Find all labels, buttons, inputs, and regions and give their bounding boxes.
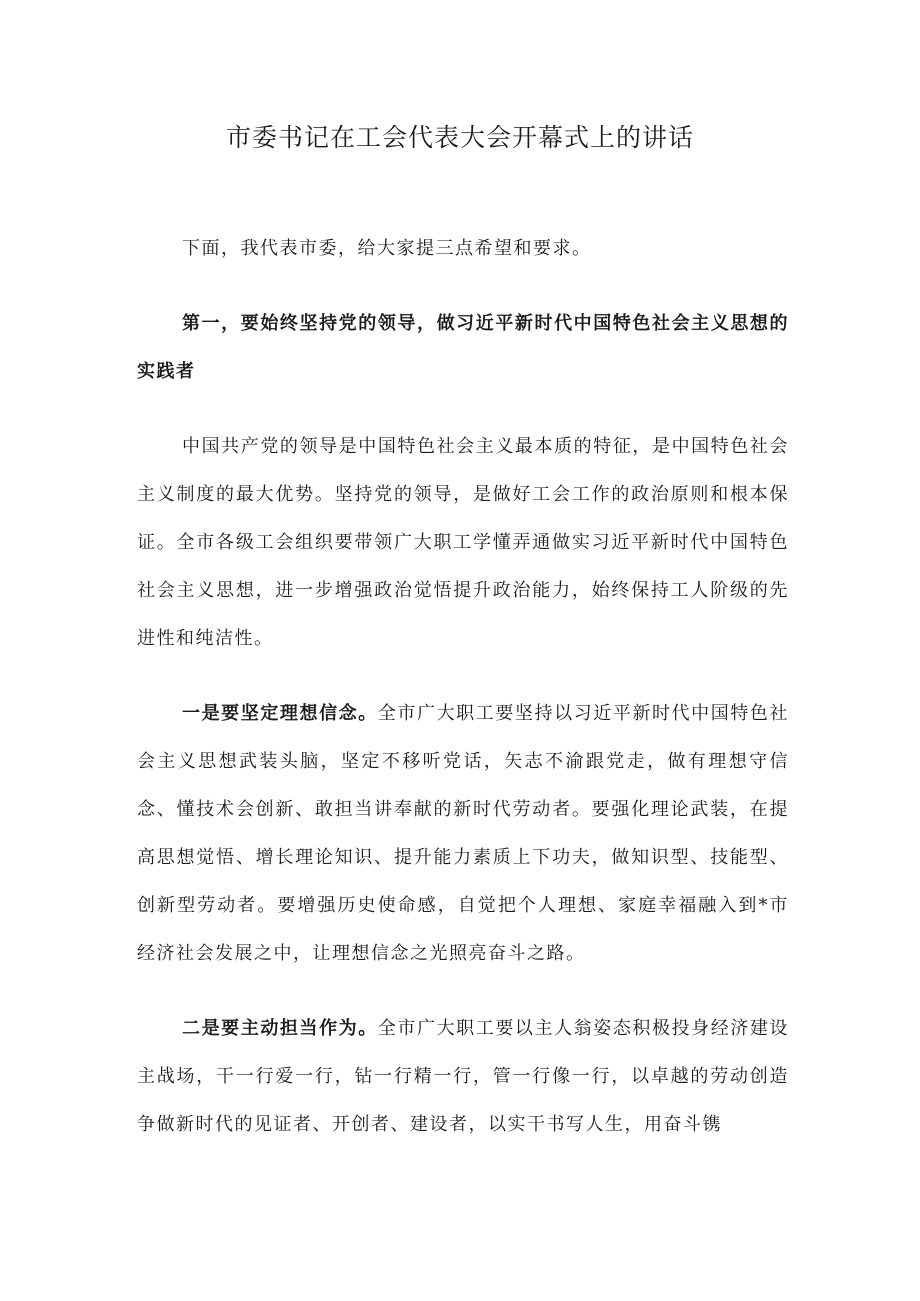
paragraph-body: 全市广大职工要以主人翁姿态积极投身经济建设主战场，干一行爱一行，钻一行精一行，管一行像一行，以卓越的劳动创造争做新时代的见证者、开创者、建设者，以实干书写人生，用奋斗镌 [137, 1018, 790, 1135]
document-title: 市委书记在工会代表大会开幕式上的讲话 [225, 123, 694, 152]
paragraph-lead: 二是要主动担当作为。 [182, 1018, 378, 1039]
paragraph-lead: 一是要坚定理想信念。 [182, 703, 378, 724]
document-body [137, 225, 789, 1176]
paragraph-responsibility [137, 1005, 789, 1149]
paragraph-party-leadership: 中国共产党的领导是中国特色社会主义最本质的特征，是中国特色社会主义制度的最大优势。坚持党的领导，是做好工会工作的政治原则和根本保证。全市各级工会组织要带领广大职工学懂弄通做实习近平新时代中国特色社会主义思想，进一步增强政治觉悟提升政治能力，始终保持工人阶级的先进性和纯洁性。 [137, 436, 789, 649]
paragraph-intro: 下面，我代表市委，给大家提三点希望和要求。 [182, 238, 592, 259]
paragraph-ideals [137, 690, 789, 978]
paragraph-body: 全市广大职工要坚持以习近平新时代中国特色社会主义思想武装头脑，坚定不移听党话，矢志不渝跟党走，做有理想守信念、懂技术会创新、敢担当讲奉献的新时代劳动者。要强化理论武装，在提高思想觉悟、增长理论知识、提升能力素质上下功夫，做知识型、技能型、创新型劳动者。要增强历史使命感，自觉把个人理想、家庭幸福融入到*市经济社会发展之中，让理想信念之光照亮奋斗之路。 [137, 703, 790, 964]
section-heading-first: 第一，要始终坚持党的领导，做习近平新时代中国特色社会主义思想的实践者 [137, 313, 789, 382]
